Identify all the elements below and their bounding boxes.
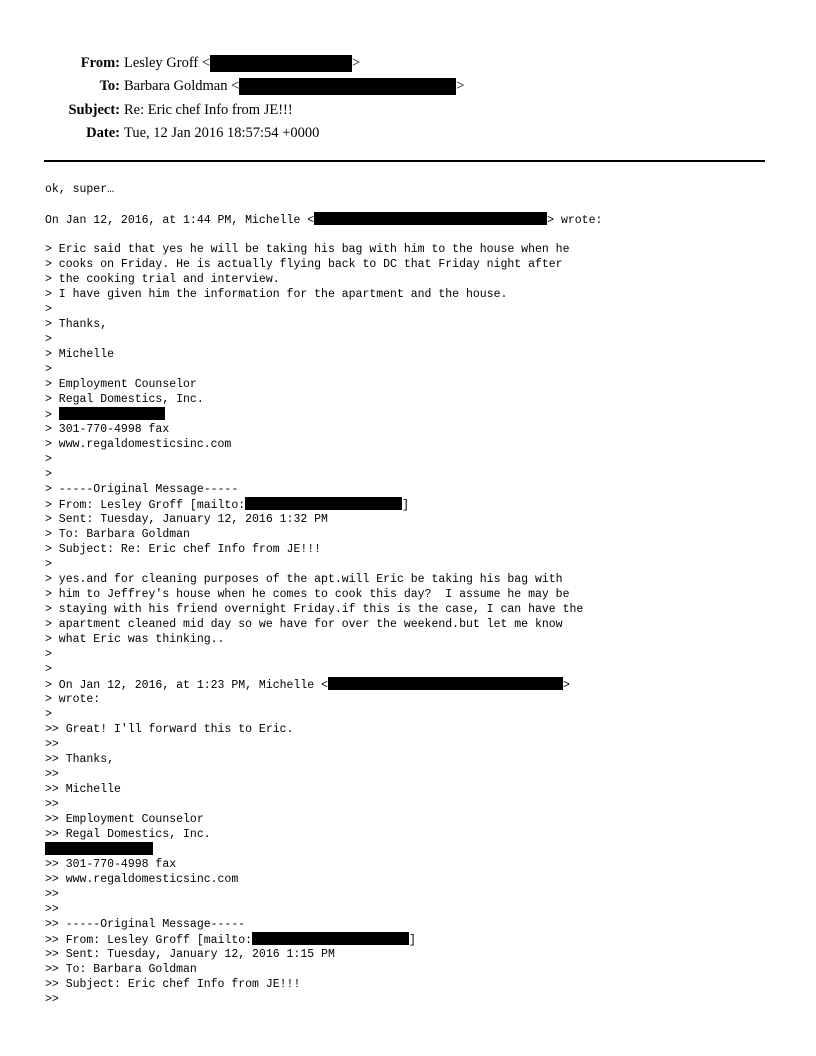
redaction-bar [210, 55, 352, 72]
email-header [0, 52, 816, 145]
body-line-text: >> Michelle [45, 782, 121, 796]
body-line-tail: > [562, 678, 570, 692]
body-line [45, 212, 785, 227]
message-body [45, 182, 785, 1007]
body-line-text: >> Thanks, [45, 752, 115, 766]
body-line [45, 317, 785, 332]
body-line [45, 677, 785, 692]
body-line-text: >> [45, 887, 59, 901]
body-line-text: >> Employment Counselor [45, 812, 204, 826]
body-line-text: > From: Lesley Groff [mailto: [45, 498, 246, 512]
header-divider [44, 160, 765, 162]
body-line-text: > wrote: [45, 692, 101, 706]
body-line [45, 257, 785, 272]
body-line [45, 737, 785, 752]
body-line-text: > www.regaldomesticsinc.com [45, 437, 232, 451]
redaction-bar [252, 932, 409, 945]
body-line [45, 392, 785, 407]
body-line [45, 347, 785, 362]
body-line-text: > Regal Domestics, Inc. [45, 392, 204, 406]
redaction-bar [328, 677, 563, 690]
body-line-text: > Employment Counselor [45, 377, 197, 391]
body-line-text: > [45, 302, 52, 316]
body-line [45, 467, 785, 482]
body-line-text: > [45, 452, 52, 466]
body-line-text: >> From: Lesley Groff [mailto: [45, 933, 253, 947]
subject-label: Subject: [68, 101, 120, 118]
body-line-text: >> [45, 992, 59, 1006]
body-line-text: >> 301-770-4998 fax [45, 857, 177, 871]
body-line-text: ok, super… [45, 182, 115, 196]
body-line [45, 977, 785, 992]
body-line [45, 497, 785, 512]
body-line-text: > To: Barbara Goldman [45, 527, 190, 541]
body-line [45, 962, 785, 977]
body-line [45, 947, 785, 962]
body-line [45, 542, 785, 557]
body-line [45, 362, 785, 377]
body-line [45, 752, 785, 767]
body-line-text: > -----Original Message----- [45, 482, 239, 496]
body-line [45, 782, 785, 797]
body-line-text: > [45, 662, 52, 676]
body-line [45, 587, 785, 602]
body-line-text: > yes.and for cleaning purposes of the apt.will Eric be taking his bag with [45, 572, 563, 586]
to-close: > [456, 78, 465, 95]
body-line [45, 797, 785, 812]
body-line [45, 812, 785, 827]
body-line [45, 452, 785, 467]
body-line [45, 332, 785, 347]
body-line [45, 872, 785, 887]
body-line [45, 527, 785, 542]
body-line-tail: ] [409, 933, 416, 947]
body-line [45, 692, 785, 707]
body-line [45, 887, 785, 902]
from-value: Lesley Groff < [124, 55, 211, 71]
body-line [45, 842, 785, 857]
body-line-text: On Jan 12, 2016, at 1:44 PM, Michelle < [45, 213, 315, 227]
from-close: > [352, 55, 361, 71]
body-line [45, 572, 785, 587]
body-line [45, 557, 785, 572]
body-line [45, 407, 785, 422]
to-value: Barbara Goldman < [124, 78, 240, 95]
body-line [45, 722, 785, 737]
body-line [45, 662, 785, 677]
body-line [45, 182, 785, 197]
body-line [45, 932, 785, 947]
body-line-text: > what Eric was thinking.. [45, 632, 225, 646]
redaction-bar [245, 497, 402, 510]
body-line-text: >> Great! I'll forward this to Eric. [45, 722, 294, 736]
body-line-text: > [45, 647, 52, 661]
body-line-text: >> [45, 797, 59, 811]
body-line [45, 422, 785, 437]
to-label: To: [99, 78, 120, 95]
body-line-text: >> To: Barbara Goldman [45, 962, 197, 976]
body-line [45, 992, 785, 1007]
body-line [45, 602, 785, 617]
body-line-text: > [45, 408, 59, 422]
body-line [45, 917, 785, 932]
body-line-text: >> www.regaldomesticsinc.com [45, 872, 239, 886]
body-line-text: > staying with his friend overnight Friday.if this is the case, I can have the [45, 602, 584, 616]
body-line [45, 287, 785, 302]
body-line-text: > Michelle [45, 347, 115, 361]
body-line [45, 197, 785, 212]
body-line-text: >> [45, 737, 59, 751]
date-row [0, 122, 816, 145]
redaction-bar [239, 78, 456, 95]
body-line-text: > [45, 467, 52, 481]
body-line [45, 647, 785, 662]
body-line [45, 767, 785, 782]
body-line [45, 857, 785, 872]
body-line-text: >> Regal Domestics, Inc. [45, 827, 211, 841]
body-line [45, 902, 785, 917]
body-line-text: > [45, 557, 52, 571]
subject-row [0, 99, 816, 122]
body-line-text: > the cooking trial and interview. [45, 272, 280, 286]
body-line-text: >> [45, 902, 59, 916]
body-line-text: >> Sent: Tuesday, January 12, 2016 1:15 PM [45, 947, 335, 961]
body-line-text: >> Subject: Eric chef Info from JE!!! [45, 977, 301, 991]
from-row [0, 52, 816, 75]
body-line [45, 272, 785, 287]
body-line [45, 242, 785, 257]
from-label: From: [80, 55, 120, 71]
body-line-text: > Eric said that yes he will be taking his bag with him to the house when he [45, 242, 570, 256]
body-line [45, 302, 785, 317]
redaction-bar [314, 212, 547, 225]
body-line-text: > On Jan 12, 2016, at 1:23 PM, Michelle < [45, 678, 328, 692]
body-line-text: > 301-770-4998 fax [45, 422, 170, 436]
body-line-text: > cooks on Friday. He is actually flying back to DC that Friday night after [45, 257, 563, 271]
body-line [45, 632, 785, 647]
body-line-text: > [45, 707, 52, 721]
body-line-text: >> [45, 767, 59, 781]
body-line [45, 827, 785, 842]
date-label: Date: [86, 124, 120, 141]
redaction-bar [45, 842, 153, 855]
body-line [45, 617, 785, 632]
date-value: Tue, 12 Jan 2016 18:57:54 +0000 [124, 124, 320, 141]
subject-value: Re: Eric chef Info from JE!!! [124, 101, 293, 118]
body-line-text: >> -----Original Message----- [45, 917, 246, 931]
body-line-text: > apartment cleaned mid day so we have for over the weekend.but let me know [45, 617, 563, 631]
body-line [45, 707, 785, 722]
body-line [45, 437, 785, 452]
body-line-text: > [45, 332, 52, 346]
body-line-text: > Subject: Re: Eric chef Info from JE!!! [45, 542, 322, 556]
body-line-text: > Thanks, [45, 317, 108, 331]
redaction-bar [59, 407, 165, 420]
body-line-text: > him to Jeffrey's house when he comes to cook this day? I assume he may be [45, 587, 570, 601]
body-line-text: > [45, 362, 52, 376]
body-line [45, 377, 785, 392]
body-line [45, 482, 785, 497]
body-line [45, 227, 785, 242]
body-line-text: > Sent: Tuesday, January 12, 2016 1:32 PM [45, 512, 328, 526]
body-line [45, 512, 785, 527]
body-line-tail: ] [402, 498, 410, 512]
body-line-text: > I have given him the information for the apartment and the house. [45, 287, 508, 301]
body-line-tail: > wrote: [547, 213, 603, 227]
to-row [0, 75, 816, 98]
